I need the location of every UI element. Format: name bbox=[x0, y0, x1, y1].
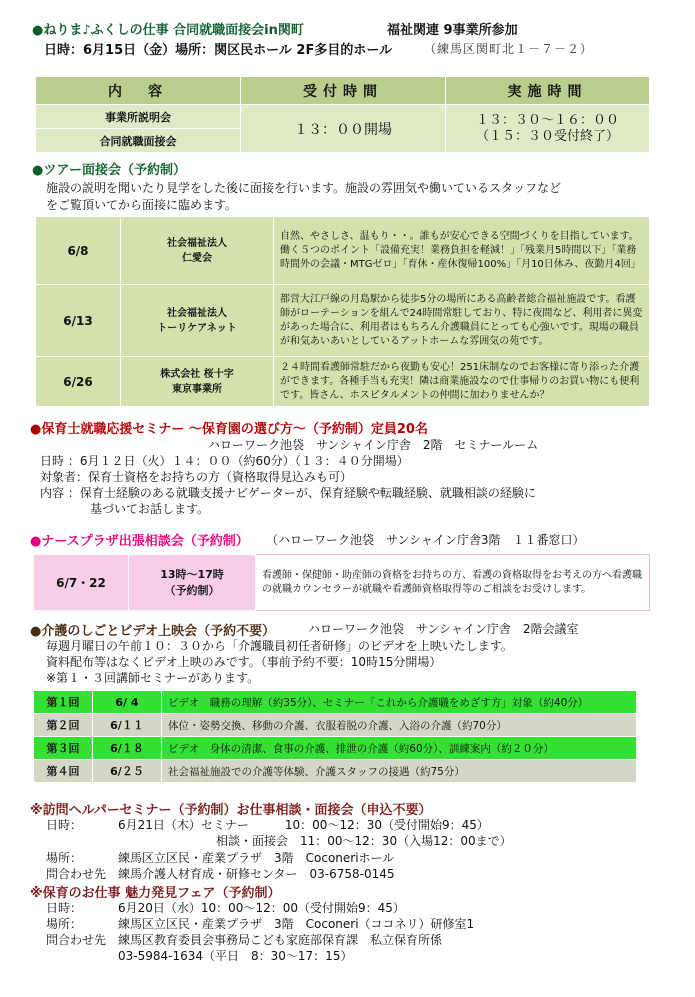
fair-datetime: 日時：6月15日（金）場所：関区民ホール 2F多目的ホール bbox=[44, 43, 393, 58]
fair-reception: １３：００開場 bbox=[241, 105, 446, 153]
nursery-title: ●保育士就職応援セミナー ～保育園の選び方～（予約制）定員20名 bbox=[30, 422, 428, 437]
tour-org-line2: 仁愛会 bbox=[182, 252, 212, 264]
video-line1: 毎週月曜日の午前１０：３０から「介護職員初任者研修」のビデオを上映いたします。 bbox=[46, 639, 513, 653]
helper-date-label: 日時： bbox=[46, 818, 83, 832]
video-row-desc: ビデオ 身体の清潔、食事の介護、排泄の介護（約60分）、訓練案内（約２０分） bbox=[162, 737, 637, 760]
video-line3: ※第１・３回講師セミナーがあります。 bbox=[46, 671, 260, 685]
fair-title: ●ねりま♪ふくしの仕事 合同就職面接会in関町 bbox=[32, 23, 304, 38]
fair-header-reception: 受付時間 bbox=[241, 77, 446, 105]
nursery-content-line2: 基づいてお話します。 bbox=[90, 502, 210, 516]
video-title: ●介護のしごとビデオ上映会（予約不要） bbox=[30, 624, 276, 639]
childcare-phone: 03-5984-1634（平日 8：30～17：15） bbox=[118, 949, 353, 963]
fair-time-sub: （１５：３０受付終了） bbox=[475, 128, 619, 144]
video-row-date: 6/１１ bbox=[93, 714, 162, 737]
nursery-content-line1: 内容 ：保育士経験のある就職支援ナビゲーターが、保育経験や転職経験、就職相談の経験に bbox=[40, 486, 536, 500]
video-table bbox=[33, 690, 637, 783]
tour-org bbox=[121, 285, 274, 357]
nursery-datetime: 日時 ：6月１２日（火）１４：００（約60分）（１３：４０分開場） bbox=[40, 454, 409, 468]
helper-title: ※訪問ヘルパーセミナー（予約制）お仕事相談・面接会（申込不要） bbox=[30, 803, 432, 818]
tour-org bbox=[121, 217, 274, 285]
video-row-no: 第３回 bbox=[34, 737, 93, 760]
childcare-date-label: 日時： bbox=[46, 901, 83, 915]
tour-date: 6/8 bbox=[36, 217, 121, 285]
nursery-place: ハローワーク池袋 サンシャイン庁舎 2階 セミナールーム bbox=[208, 438, 539, 452]
helper-consultation: 相談・面接会 11：00～12：30（入場12：00まで） bbox=[216, 834, 512, 848]
childcare-datetime: 6月20日（水）10：00～12：00（受付開始9：45） bbox=[118, 901, 405, 915]
fair-time-main: １３：３０～１６：００ bbox=[475, 112, 619, 128]
tour-desc: 都営大江戸線の月島駅から徒歩5分の場所にある高齢者総合福祉施設です。看護師がローテーションを組んで24時間常駐しており、特に夜間など、利用者に異変があった場合に、利用者はもちろん介護職員にとっても心強いです。現場の職員が和気あいあいとしているアットホームな雰囲気の苑です。 bbox=[274, 285, 650, 357]
fair-participants: 福祉関連 9事業所参加 bbox=[387, 23, 518, 38]
nurse-desc: 看護師・保健師・助産師の資格をお持ちの方、看護の資格取得をお考えの方へ看護職の就職カウンセラーが就職や看護師資格取得等のご相談をお受けします。 bbox=[256, 555, 650, 611]
childcare-contact: 問合わせ先 練馬区教育委員会事務局こども家庭部保育課 私立保育所係 bbox=[46, 933, 443, 947]
fair-header-time: 実施時間 bbox=[446, 77, 650, 105]
tour-title: ●ツアー面接会（予約制） bbox=[32, 163, 186, 178]
tour-desc-line2: をご覧頂いてから面接に臨めます。 bbox=[46, 198, 238, 212]
video-row-date: 6/１８ bbox=[93, 737, 162, 760]
video-row-no: 第４回 bbox=[34, 760, 93, 783]
nurse-date: 6/7・22 bbox=[34, 555, 129, 611]
tour-desc-line1: 施設の説明を聞いたり見学をした後に面接を行います。施設の雰囲気や働いているスタッフなど bbox=[46, 181, 562, 195]
tour-date: 6/13 bbox=[36, 285, 121, 357]
helper-contact: 問合わせ先 練馬介護人材育成・研修センター 03-6758-0145 bbox=[46, 867, 395, 881]
tour-org-line2: トーリケアネット bbox=[157, 322, 237, 334]
video-row-desc: 社会福祉施設での介護等体験、介護スタッフの接遇（約75分） bbox=[162, 760, 637, 783]
video-line2: 資料配布等はなくビデオ上映のみです。（事前予約不要：10時15分開場） bbox=[46, 655, 442, 669]
helper-place-label: 場所： bbox=[46, 851, 83, 865]
tour-table bbox=[35, 216, 650, 407]
tour-org-line1: 社会福祉法人 bbox=[167, 307, 227, 319]
childcare-place-label: 場所： bbox=[46, 917, 83, 931]
tour-desc: ２４時間看護師常駐だから夜勤も安心！251床制なのでお客様に寄り添った介護ができます。各種手当も充実！隣は商業施設なので仕事帰りのお買い物にも便利です。皆さん、ホスピタルメントの仲間に加わりませんか？ bbox=[274, 357, 650, 407]
tour-org-line1: 株式会社 桜十字 bbox=[160, 368, 234, 380]
video-row-date: 6/ 4 bbox=[93, 691, 162, 714]
fair-header-content: 内 容 bbox=[36, 77, 241, 105]
video-row-no: 第１回 bbox=[34, 691, 93, 714]
tour-org-line2: 東京事業所 bbox=[172, 383, 222, 395]
fair-address: （練馬区関町北１－７－２） bbox=[424, 42, 594, 56]
nurse-time-line1: 13時～17時 bbox=[160, 567, 224, 581]
nurse-time-line2: （予約制） bbox=[164, 583, 220, 597]
nurse-time bbox=[129, 555, 256, 611]
helper-datetime: 6月21日（木）セミナー 10：00～12：30（受付開始9：45） bbox=[118, 818, 489, 832]
tour-date: 6/26 bbox=[36, 357, 121, 407]
tour-org bbox=[121, 357, 274, 407]
tour-desc: 自然、やさしさ、温もり・・。誰もが安心できる空間づくりを目指しています。働く５つのポイント「設備充実！業務負担を軽減！」「残業月5時間以下」「業務時間外の会議・MTGゼロ」「育休・産休復帰100%」「月10日休み、夜勤月4回」 bbox=[274, 217, 650, 285]
fair-row-interview: 合同就職面接会 bbox=[36, 129, 241, 153]
video-place: ハローワーク池袋 サンシャイン庁舎 2階会議室 bbox=[308, 622, 579, 636]
childcare-title: ※保育のお仕事 魅力発見フェア（予約制） bbox=[30, 886, 281, 901]
childcare-place: 練馬区立区民・産業プラザ 3階 Coconeri（ココネリ）研修室1 bbox=[118, 917, 475, 931]
nursery-target: 対象者：保育士資格をお持ちの方（資格取得見込みも可） bbox=[40, 470, 353, 484]
video-row-desc: 体位・姿勢交換、移動の介護、衣服着脱の介護、入浴の介護（約70分） bbox=[162, 714, 637, 737]
fair-time bbox=[446, 105, 650, 153]
helper-place: 練馬区立区民・産業プラザ 3階 Coconeriホール bbox=[118, 851, 395, 865]
nurse-place: （ハローワーク池袋 サンシャイン庁舎3階 １１番窓口） bbox=[266, 533, 585, 547]
fair-row-briefing: 事業所説明会 bbox=[36, 105, 241, 129]
tour-org-line1: 社会福祉法人 bbox=[167, 237, 227, 249]
video-row-date: 6/２５ bbox=[93, 760, 162, 783]
nurse-title: ●ナースプラザ出張相談会（予約制） bbox=[30, 534, 249, 549]
fair-table bbox=[35, 76, 650, 153]
video-row-no: 第２回 bbox=[34, 714, 93, 737]
nurse-table bbox=[33, 554, 650, 611]
video-row-desc: ビデオ 職務の理解（約35分）、セミナー「これから介護職をめざす方」対象（約40分） bbox=[162, 691, 637, 714]
